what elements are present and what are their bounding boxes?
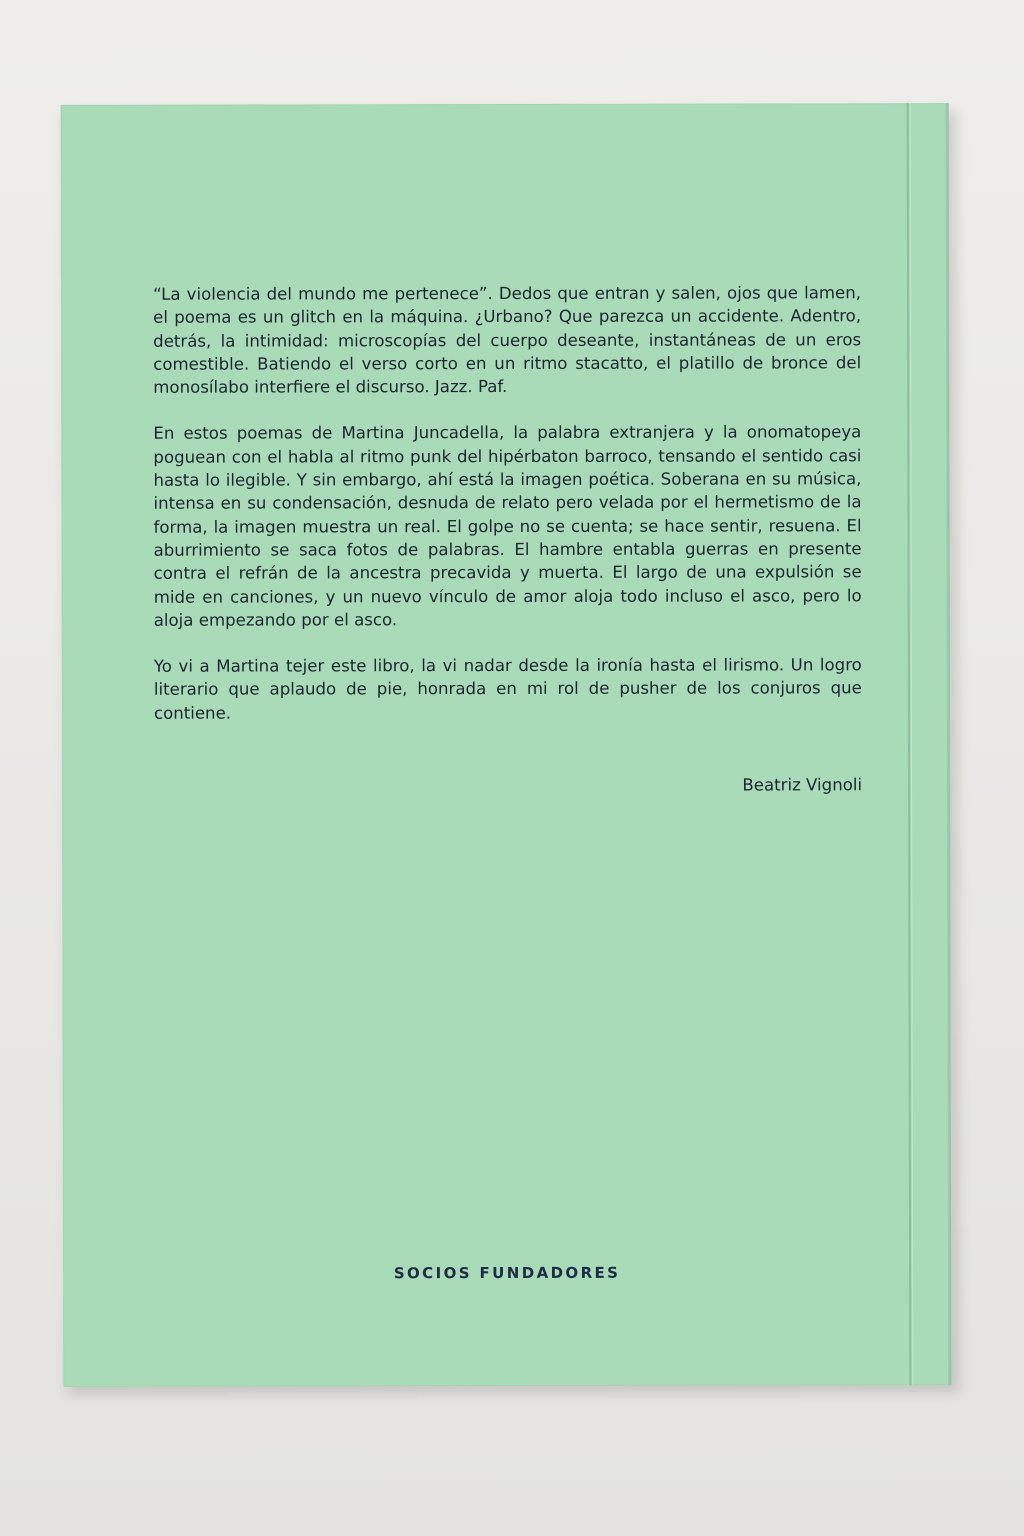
book-back-cover: [61, 103, 952, 1387]
blurb-paragraph-1: “La violencia del mundo me pertenece”. Dedos que entran y salen, ojos que lamen, el poema es un glitch en la máquina. ¿Urbano? Que parezca un accidente. Adentro, detrás, la intimidad: microscopías del cuerpo deseante, instantáneas de un eros comestible. Batiendo el verso corto en un ritmo stacatto, el platillo de bronce del monosílabo interfiere el discurso. Jazz. Paf.: [153, 283, 862, 397]
blurb-text: [153, 281, 862, 748]
blurb-paragraph-2: En estos poemas de Martina Juncadella, la palabra extranjera y la onomatopeya poguean con el habla al ritmo punk del hipérbaton barroco, tensando el sentido casi hasta lo ilegible. Y sin embargo, ahí está la imagen poética. Soberana en su música, intensa en su condensación, desnuda de relato pero velada por el hermetismo de la forma, la imagen muestra un real. El golpe no se cuenta; se hace sentir, resuena. El aburrimiento se saca fotos de palabras. El hambre entabla guerras en presente contra el refrán de la ancestra precavida y muerta. El largo de una expulsión se mide en canciones, y un nuevo vínculo de amor aloja todo incluso el asco, pero lo aloja empezando por el asco.: [153, 422, 862, 630]
blurb-author: Beatriz Vignoli: [742, 775, 863, 795]
publisher-name: SOCIOS FUNDADORES: [393, 1263, 621, 1283]
blurb-paragraph-3: Yo vi a Martina tejer este libro, la vi nadar desde la ironía hasta el lirismo. Un logro literario que aplaudo de pie, honrada en mi rol de pusher de los conjuros que contiene.: [153, 655, 862, 723]
